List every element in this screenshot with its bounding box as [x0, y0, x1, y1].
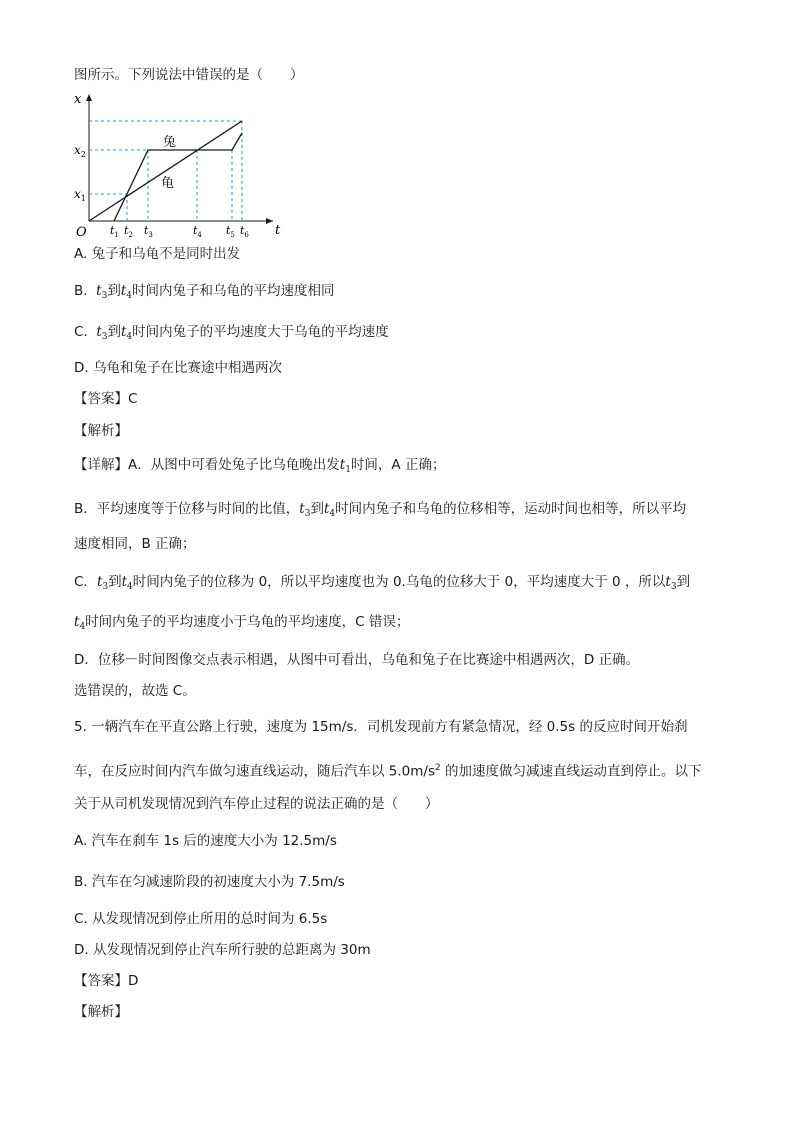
y-axis-label: x — [74, 92, 82, 107]
tick-t3: $t_3$ — [144, 224, 153, 239]
x-axis-label: t — [275, 223, 281, 238]
q5-option-b: B. 汽车在匀减速阶段的初速度大小为 7.5m/s — [74, 874, 345, 890]
option-c: C. $t_3$到$t_4$时间内兔子的平均速度大于乌龟的平均速度 — [74, 324, 389, 342]
tick-t4: $t_4$ — [193, 224, 202, 239]
q5-stem-line2: 车，在反应时间内汽车做匀速直线运动，随后汽车以 $5.0m/s^2$ 的加速度做匀减速直线运动直到停止。以下 — [74, 763, 702, 780]
q5-answer-label: 【答案】D — [74, 973, 139, 989]
q5-stem-line1: 5. 一辆汽车在平直公路上行驶，速度为 15m/s．司机发现前方有紧急情况，经 0.5s 的反应时间开始刹 — [74, 719, 688, 735]
tick-x1: $x_1$ — [74, 187, 86, 203]
q5-option-d: D. 从发现情况到停止汽车所行驶的总距离为 30m — [74, 942, 371, 958]
q5-option-a: A. 汽车在刹车 1s 后的速度大小为 12.5m/s — [74, 833, 337, 849]
detail-b-line1: B．平均速度等于位移与时间的比值，$t_3$到$t_4$时间内兔子和乌龟的位移相等，运动时间也相等，所以平均 — [74, 501, 687, 519]
conclusion: 选错误的，故选 C。 — [74, 683, 196, 699]
tick-t2: $t_2$ — [124, 224, 133, 239]
rabbit-label: 兔 — [163, 135, 177, 150]
tick-t6: $t_6$ — [240, 224, 249, 239]
turtle-label: 龟 — [161, 176, 175, 191]
q5-option-c: C. 从发现情况到停止所用的总时间为 6.5s — [74, 911, 328, 927]
q5-stem-line3: 关于从司机发现情况到汽车停止过程的说法正确的是（ ） — [74, 796, 439, 812]
detail-b-line2: 速度相同，B 正确； — [74, 536, 196, 552]
detail-a: 【详解】A．从图中可看处兔子比乌龟晚出发$t_1$时间，A 正确； — [74, 457, 446, 475]
answer-label: 【答案】C — [74, 391, 138, 407]
tick-t5: $t_5$ — [226, 224, 235, 239]
option-a: A. 兔子和乌龟不是同时出发 — [74, 246, 241, 262]
detail-c-line2: $t_4$时间内兔子的平均速度小于乌龟的平均速度，C 错误； — [74, 614, 410, 632]
option-d: D. 乌龟和兔子在比赛途中相遇两次 — [74, 360, 282, 376]
option-b: B. $t_3$到$t_4$时间内兔子和乌龟的平均速度相同 — [74, 283, 335, 301]
q5-analysis-title: 【解析】 — [74, 1004, 128, 1020]
origin-label: O — [76, 225, 87, 240]
detail-c-line1: C．$t_3$到$t_4$时间内兔子的位移为 0，所以平均速度也为 0.乌龟的位移大于 0，平均速度大于 0 ，所以$t_3$到 — [74, 574, 691, 592]
detail-d: D．位移－时间图像交点表示相遇，从图中可看出，乌龟和兔子在比赛途中相遇两次，D 正确。 — [74, 652, 640, 668]
question-stem-tail: 图所示。下列说法中错误的是（ ） — [74, 67, 304, 83]
displacement-time-graph — [70, 88, 285, 240]
t-axis-arrow — [266, 218, 273, 224]
analysis-title: 【解析】 — [74, 423, 128, 439]
x-axis-arrow — [86, 94, 92, 101]
tick-x2: $x_2$ — [74, 143, 86, 159]
rabbit-line — [114, 133, 242, 221]
tick-t1: $t_1$ — [110, 224, 119, 239]
